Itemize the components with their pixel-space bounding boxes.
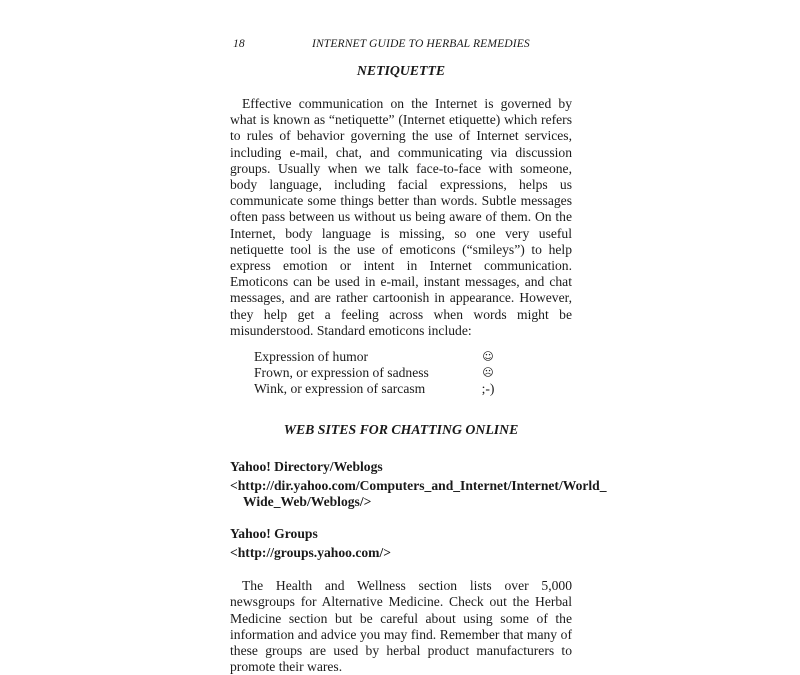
site-entry-yahoo-groups xyxy=(230,526,572,561)
smiley-face-icon: ☺ xyxy=(482,350,494,364)
emoticon-meaning: Frown, or expression of sadness xyxy=(254,365,429,381)
emoticon-meaning: Wink, or expression of sarcasm xyxy=(254,381,426,397)
site-entry-yahoo-directory xyxy=(230,458,607,510)
running-head-title: INTERNET GUIDE TO HERBAL REMEDIES xyxy=(312,37,530,50)
netiquette-heading: NETIQUETTE xyxy=(356,63,446,78)
running-head xyxy=(230,36,572,54)
book-page xyxy=(230,36,607,675)
emoticon-row-sadness xyxy=(254,365,498,381)
wink-emoticon: ;-) xyxy=(481,381,495,397)
site-name: Yahoo! Directory/Weblogs xyxy=(230,458,383,474)
netiquette-paragraph: Effective communication on the Internet is governed by what is known as “netiquette” (Internet etiquette) which refers to rules of behavior governing the use of Internet services, including e-mail, chat, and communicating via discussion groups. Usually when we talk face-to-face with someone, body language, including facial expressions, helps us communicate some things better than words. Subtle messages often pass between us without us being aware of them. On the Internet, body language is missing, so one very useful netiquette tool is the use of emoticons (“smileys”) to help express emotion or intent in Internet communication. Emoticons can be used in e-mail, instant messages, and chat messages, and are rather cartoonish in appearance. However, they help get a feeling across when words might be misunderstood. Standard emoticons include: xyxy=(230,96,572,338)
emoticon-row-sarcasm xyxy=(254,381,498,397)
emoticon-row-humor xyxy=(254,349,498,365)
site-url-link[interactable]: <http://dir.yahoo.com/Computers_and_Internet/Internet/World_ Wide_Web/Weblogs/> xyxy=(230,477,607,509)
emoticon-list xyxy=(254,349,498,398)
page-number: 18 xyxy=(233,37,245,50)
chat-sites-heading: WEB SITES FOR CHATTING ONLINE xyxy=(283,421,519,437)
chat-sites-description: The Health and Wellness section lists over 5,000 newsgroups for Alternative Medicine. Check out the Herbal Medicine section but be careful about using some of the information and advice you may find. Remember that many of these groups are used by herbal product manufacturers to promote their wares. xyxy=(230,578,572,675)
site-url-link[interactable]: <http://groups.yahoo.com/> xyxy=(230,545,392,561)
site-name: Yahoo! Groups xyxy=(230,526,318,542)
emoticon-meaning: Expression of humor xyxy=(254,349,369,365)
frowning-face-icon: ☹ xyxy=(482,366,494,380)
